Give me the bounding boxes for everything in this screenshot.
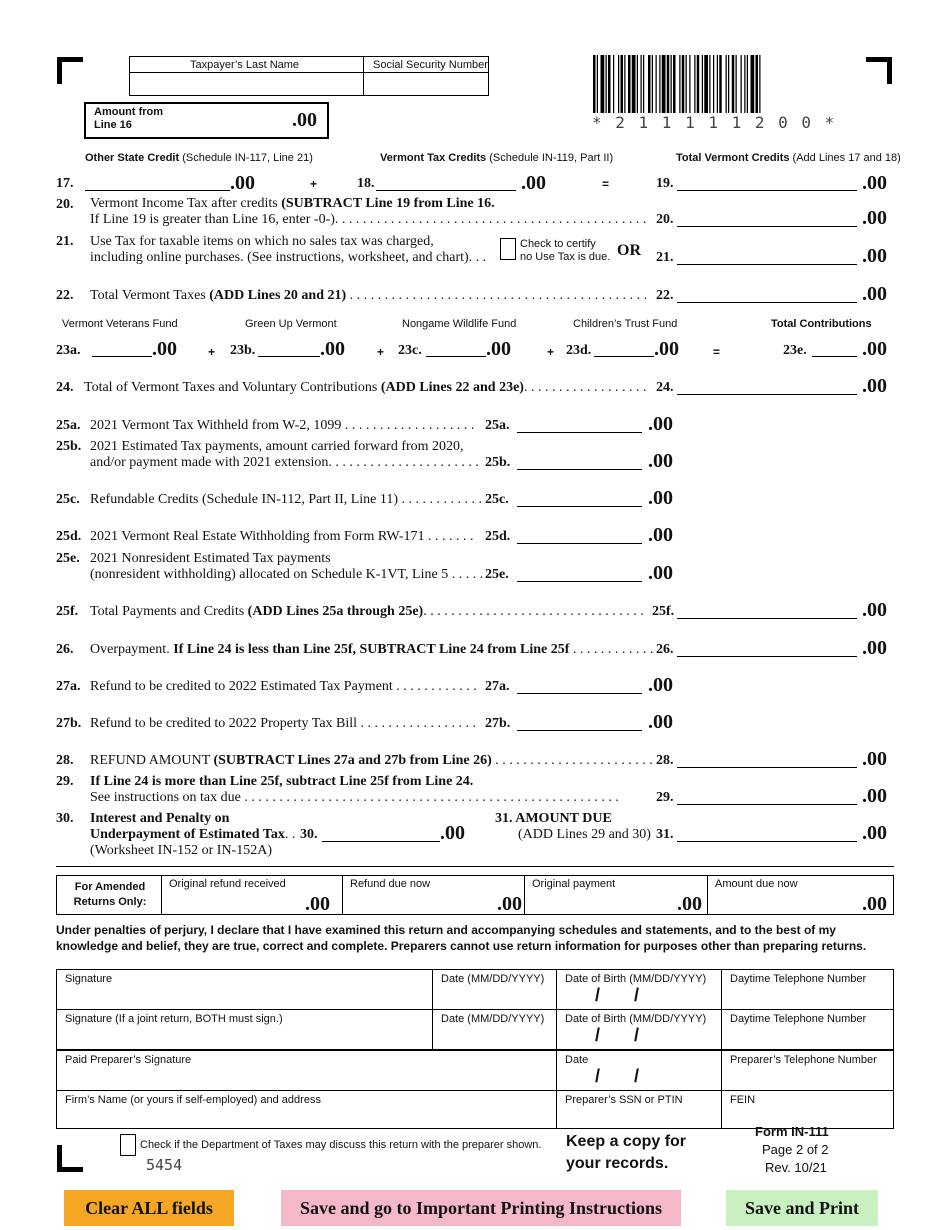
line-27b-cents: .00	[648, 711, 673, 733]
barcode-bar	[673, 55, 676, 113]
plus-sign: +	[208, 345, 216, 359]
barcode-bar	[618, 55, 619, 113]
line-25d-number: 25d.	[56, 529, 82, 544]
barcode-bar	[608, 55, 611, 113]
dob-field[interactable]: Date of Birth (MM/DD/YYYY) / /	[557, 970, 722, 1010]
amended-label: For Amended Returns Only:	[73, 881, 147, 908]
use-tax-certify-checkbox[interactable]	[500, 238, 516, 260]
line-25b-number: 25b.	[56, 439, 82, 454]
line-25d-field[interactable]	[517, 543, 642, 544]
barcode-text: * 2 1 1 1 1 1 2 0 0 *	[592, 113, 837, 132]
barcode-bar	[686, 55, 687, 113]
keep-copy-note: Keep a copy for your records.	[566, 1133, 687, 1172]
plus-sign: +	[377, 345, 385, 359]
barcode-bar	[648, 55, 651, 113]
line-25b-ref: 25b.	[485, 455, 511, 470]
line-22-ref: 22.	[656, 288, 674, 303]
barcode-bar	[621, 55, 624, 113]
line-25c-number: 25c.	[56, 492, 80, 507]
barcode	[593, 55, 833, 113]
line-25e-number: 25e.	[56, 551, 80, 566]
barcode-bar	[702, 55, 703, 113]
line-27b-field[interactable]	[517, 730, 642, 731]
line-21-field[interactable]	[677, 264, 857, 265]
line-25f-field[interactable]	[677, 618, 857, 619]
discuss-preparer-label: Check if the Department of Taxes may discuss this return with the preparer shown.	[140, 1139, 542, 1151]
form-code: 5454	[146, 1156, 183, 1174]
signature-table	[56, 969, 894, 1129]
barcode-bar	[641, 55, 642, 113]
barcode-bar	[689, 55, 690, 113]
line-21-text-2: including online purchases. (See instructions, worksheet, and chart). . .	[90, 250, 487, 265]
line-17-number: 17.	[56, 176, 74, 191]
amount-line16-label: Amount from Line 16	[94, 106, 164, 131]
line-27a-number: 27a.	[56, 679, 81, 694]
line-27a-text: Refund to be credited to 2022 Estimated Tax Payment . . . . . . . . . . . .	[90, 679, 477, 694]
line-30-text: Interest and Penalty on	[90, 811, 230, 826]
line-25b-text-2: and/or payment made with 2021 extension. . . . . . . . . . . . . . . . . . . . . .	[90, 455, 479, 470]
original-payment-label: Original payment	[532, 878, 616, 890]
line-24-text: Total of Vermont Taxes and Voluntary Contributions (ADD Lines 22 and 23e). . . . . . . . . . . . . . . . . .	[84, 380, 647, 395]
line-20-text: Vermont Income Tax after credits (SUBTRACT Line 19 from Line 16.	[90, 196, 495, 211]
amount-line16-value: .00	[292, 109, 317, 131]
line-25e-ref: 25e.	[485, 567, 509, 582]
barcode-bar	[744, 55, 745, 113]
line-25a-ref: 25a.	[485, 418, 510, 433]
line-25e-field[interactable]	[517, 581, 642, 582]
last-name-field[interactable]	[131, 74, 361, 94]
line-18-cents: .00	[521, 172, 546, 194]
barcode-bar	[709, 55, 710, 113]
or-label: OR	[617, 242, 641, 259]
original-refund-cents[interactable]: .00	[305, 893, 330, 915]
line-23c-number: 23c.	[398, 343, 422, 358]
line-29-text: If Line 24 is more than Line 25f, subtract Line 25f from Line 24.	[90, 774, 474, 789]
line-23d-cents: .00	[654, 338, 679, 360]
barcode-bar	[659, 55, 660, 113]
line-25b-field[interactable]	[517, 469, 642, 470]
signature-date-field[interactable]: Date (MM/DD/YYYY)	[433, 970, 557, 1010]
barcode-bar	[624, 55, 625, 113]
barcode-bar	[597, 55, 598, 113]
line-23a-cents: .00	[152, 338, 177, 360]
line-22-number: 22.	[56, 288, 74, 303]
line-25f-number: 25f.	[56, 604, 79, 619]
line-31-cents: .00	[862, 822, 887, 844]
other-state-credit-header: Other State Credit (Schedule IN-117, Line 21)	[85, 152, 313, 164]
veterans-fund-header: Vermont Veterans Fund	[62, 318, 178, 330]
line-23a-number: 23a.	[56, 343, 81, 358]
plus-sign: +	[547, 345, 555, 359]
line-26-text: Overpayment. If Line 24 is less than Line 25f, SUBTRACT Line 24 from Line 25f . . . . . . . . . . . .	[90, 642, 654, 657]
line-25a-cents: .00	[648, 413, 673, 435]
childrens-trust-header: Children’s Trust Fund	[573, 318, 678, 330]
barcode-bar	[613, 55, 614, 113]
barcode-bar	[728, 55, 729, 113]
line-25e-text-2: (nonresident withholding) allocated on Schedule K-1VT, Line 5 . . . . .	[90, 567, 484, 582]
barcode-bar	[759, 55, 760, 113]
use-tax-certify-label: Check to certify no Use Tax is due.	[520, 238, 611, 263]
barcode-bar	[741, 55, 742, 113]
signature-field[interactable]: Signature	[57, 970, 433, 1010]
page-number: Page 2 of 2	[762, 1142, 829, 1157]
line-23e-field[interactable]	[812, 356, 857, 357]
line-28-ref: 28.	[656, 753, 674, 768]
form-number: Form IN-111	[755, 1124, 829, 1139]
equals-sign: =	[713, 345, 721, 359]
line-23d-field[interactable]	[594, 356, 654, 357]
line-28-number: 28.	[56, 753, 74, 768]
amount-due-now-label: Amount due now	[715, 878, 798, 890]
line-25d-text: 2021 Vermont Real Estate Withholding from Form RW-171 . . . . . . .	[90, 529, 474, 544]
refund-due-cents[interactable]: .00	[497, 893, 522, 915]
line-20-cents: .00	[862, 207, 887, 229]
line-28-cents: .00	[862, 748, 887, 770]
line-22-cents: .00	[862, 283, 887, 305]
line-23c-field[interactable]	[426, 356, 486, 357]
line-23d-number: 23d.	[566, 343, 592, 358]
line-25b-text: 2021 Estimated Tax payments, amount carried forward from 2020,	[90, 439, 464, 454]
line-23b-field[interactable]	[258, 356, 320, 357]
line-25b-cents: .00	[648, 450, 673, 472]
barcode-bar	[736, 55, 737, 113]
barcode-bar	[747, 55, 748, 113]
original-payment-cents[interactable]: .00	[677, 893, 702, 915]
line-25a-field[interactable]	[517, 432, 642, 433]
section-divider	[56, 866, 894, 867]
line-30-number: 30.	[56, 811, 74, 826]
green-up-header: Green Up Vermont	[245, 318, 337, 330]
line-20-ref: 20.	[656, 212, 674, 227]
line-20-text-2: If Line 19 is greater than Line 16, enter -0-). . . . . . . . . . . . . . . . . . . . . . . . . . . . . . . . . . . . . . . . . . . . .	[90, 212, 647, 227]
barcode-bar	[632, 55, 636, 113]
barcode-bar	[606, 55, 607, 113]
line-25f-ref: 25f.	[652, 604, 675, 619]
line-25e-text: 2021 Nonresident Estimated Tax payments	[90, 551, 331, 566]
line-27a-ref: 27a.	[485, 679, 510, 694]
line-21-cents: .00	[862, 245, 887, 267]
line-25c-cents: .00	[648, 487, 673, 509]
line-18-field[interactable]	[376, 190, 516, 191]
last-name-label: Taxpayer’s Last Name	[190, 59, 300, 71]
barcode-bar	[628, 55, 631, 113]
corner-mark-bottom-left	[57, 1167, 83, 1172]
line-24-field[interactable]	[677, 394, 857, 395]
revision-date: Rev. 10/21	[765, 1160, 827, 1175]
line-30-text-2: Underpayment of Estimated Tax. .	[90, 827, 296, 842]
barcode-bar	[656, 55, 657, 113]
line-25c-field[interactable]	[517, 506, 642, 507]
line-19-number: 19.	[656, 176, 674, 191]
line-31-text-2: (ADD Lines 29 and 30)	[518, 827, 651, 842]
line-29-text-2: See instructions on tax due . . . . . . . . . . . . . . . . . . . . . . . . . . . . . . . . . . . . . . . . . . . . . . . . . . . . . .	[90, 790, 619, 805]
line-28-text: REFUND AMOUNT (SUBTRACT Lines 27a and 27b from Line 26) . . . . . . . . . . . . . . . . . . . . . . . .	[90, 753, 660, 768]
phone-field[interactable]: Daytime Telephone Number	[722, 970, 894, 1010]
line-22-text: Total Vermont Taxes (ADD Lines 20 and 21) . . . . . . . . . . . . . . . . . . . . . . . . . . . . . . . . . . . . . . . . . . .	[90, 288, 648, 303]
spouse-phone-field[interactable]: Daytime Telephone Number	[722, 1010, 894, 1051]
line-29-field[interactable]	[677, 804, 857, 805]
line-24-ref: 24.	[656, 380, 674, 395]
barcode-bar	[756, 55, 759, 113]
barcode-bar	[704, 55, 708, 113]
ssn-label: Social Security Number	[373, 59, 488, 71]
barcode-bar	[732, 55, 735, 113]
line-25c-ref: 25c.	[485, 492, 509, 507]
barcode-bar	[713, 55, 714, 113]
corner-mark-top-right	[887, 57, 892, 84]
spouse-signature-field[interactable]: Signature (If a joint return, BOTH must sign.)	[57, 1010, 433, 1051]
line-18-number: 18.	[357, 176, 375, 191]
save-and-go-instructions-button[interactable]: Save and go to Important Printing Instructions	[281, 1190, 681, 1226]
line-27b-text: Refund to be credited to 2022 Property Tax Bill . . . . . . . . . . . . . . . . .	[90, 716, 477, 731]
barcode-bar	[697, 55, 700, 113]
barcode-bar	[593, 55, 596, 113]
line-26-cents: .00	[862, 637, 887, 659]
save-and-print-button[interactable]: Save and Print	[726, 1190, 878, 1226]
barcode-bar	[601, 55, 605, 113]
clear-all-button[interactable]: Clear ALL fields	[64, 1190, 234, 1226]
barcode-bar	[637, 55, 638, 113]
line-24-cents: .00	[862, 375, 887, 397]
spouse-dob-field[interactable]: Date of Birth (MM/DD/YYYY) / /	[557, 1010, 722, 1051]
fein-field[interactable]: FEIN	[722, 1091, 894, 1129]
line-21-text: Use Tax for taxable items on which no sales tax was charged,	[90, 234, 434, 249]
ptin-field[interactable]: Preparer’s SSN or PTIN	[557, 1091, 722, 1129]
line-23e-number: 23e.	[783, 343, 807, 358]
line-17-cents: .00	[230, 172, 255, 194]
ssn-field[interactable]	[365, 74, 487, 94]
discuss-preparer-checkbox[interactable]	[120, 1134, 136, 1156]
line-31-ref: 31.	[656, 827, 674, 842]
barcode-bar	[667, 55, 670, 113]
line-21-number: 21.	[56, 234, 74, 249]
line-30-cents: .00	[440, 822, 465, 844]
barcode-bar	[719, 55, 722, 113]
line-27a-cents: .00	[648, 674, 673, 696]
line-26-number: 26.	[56, 642, 74, 657]
line-28-field[interactable]	[677, 767, 857, 768]
line-30-ref: 30.	[300, 827, 318, 842]
line-30-field[interactable]	[322, 841, 440, 842]
vt-tax-credits-header: Vermont Tax Credits (Schedule IN-119, Part II)	[380, 152, 614, 164]
line-26-ref: 26.	[656, 642, 674, 657]
barcode-bar	[671, 55, 672, 113]
line-17-field[interactable]	[85, 190, 230, 191]
line-25f-cents: .00	[862, 599, 887, 621]
barcode-bar	[751, 55, 755, 113]
line-25d-ref: 25d.	[485, 529, 511, 544]
line-24-number: 24.	[56, 380, 74, 395]
equals-sign: =	[602, 177, 610, 191]
line-31-field[interactable]	[677, 841, 857, 842]
line-19-cents: .00	[862, 172, 887, 194]
line-30-text-3: (Worksheet IN-152 or IN-152A)	[90, 843, 272, 858]
refund-due-label: Refund due now	[350, 878, 431, 890]
line-27b-number: 27b.	[56, 716, 82, 731]
barcode-bar	[726, 55, 727, 113]
line-20-number: 20.	[56, 197, 74, 212]
line-25d-cents: .00	[648, 524, 673, 546]
line-25a-number: 25a.	[56, 418, 81, 433]
line-23b-cents: .00	[320, 338, 345, 360]
original-refund-label: Original refund received	[169, 878, 286, 890]
barcode-bar	[643, 55, 644, 113]
plus-sign: +	[310, 177, 318, 191]
corner-mark-top-left	[57, 57, 62, 84]
barcode-bar	[682, 55, 685, 113]
line-26-field[interactable]	[677, 656, 857, 657]
line-23b-number: 23b.	[230, 343, 256, 358]
firm-name-field[interactable]: Firm’s Name (or yours if self-employed) and address	[57, 1091, 557, 1129]
barcode-bar	[679, 55, 680, 113]
preparer-phone-field[interactable]: Preparer’s Telephone Number	[722, 1050, 894, 1091]
line-27a-field[interactable]	[517, 693, 642, 694]
line-29-ref: 29.	[656, 790, 674, 805]
preparer-signature-field[interactable]: Paid Preparer’s Signature	[57, 1050, 557, 1091]
total-vt-credits-header: Total Vermont Credits (Add Lines 17 and 18)	[676, 152, 901, 164]
line-31-text: 31. AMOUNT DUE	[495, 811, 612, 826]
line-25c-text: Refundable Credits (Schedule IN-112, Part II, Line 11) . . . . . . . . . . . .	[90, 492, 483, 507]
line-25e-cents: .00	[648, 562, 673, 584]
line-22-field[interactable]	[677, 302, 857, 303]
line-23c-cents: .00	[486, 338, 511, 360]
perjury-statement: Under penalties of perjury, I declare that I have examined this return and accompanying schedules and statements, and to the best of my knowledge and belief, they are true, correct and complete. Preparers cannot use return information for purposes other than preparing returns.	[56, 923, 867, 953]
barcode-bar	[694, 55, 695, 113]
barcode-bar	[662, 55, 666, 113]
amount-due-now-cents[interactable]: .00	[862, 893, 887, 915]
nongame-header: Nongame Wildlife Fund	[402, 318, 517, 330]
line-19-field[interactable]	[677, 190, 857, 191]
line-29-cents: .00	[862, 785, 887, 807]
line-20-field[interactable]	[677, 226, 857, 227]
line-27b-ref: 27b.	[485, 716, 511, 731]
line-21-ref: 21.	[656, 250, 674, 265]
barcode-bar	[717, 55, 718, 113]
line-25a-text: 2021 Vermont Tax Withheld from W-2, 1099 . . . . . . . . . . . . . . . . . . .	[90, 418, 475, 433]
total-contributions-header: Total Contributions	[771, 318, 872, 330]
line-29-number: 29.	[56, 774, 74, 789]
barcode-bar	[652, 55, 653, 113]
preparer-date-field[interactable]: Date / /	[557, 1050, 722, 1091]
line-25f-text: Total Payments and Credits (ADD Lines 25a through 25e). . . . . . . . . . . . . . . . . . . . . . . . . . . . . . . .	[90, 604, 644, 619]
spouse-date-field[interactable]: Date (MM/DD/YYYY)	[433, 1010, 557, 1051]
line-23a-field[interactable]	[92, 356, 152, 357]
line-23e-cents: .00	[862, 338, 887, 360]
